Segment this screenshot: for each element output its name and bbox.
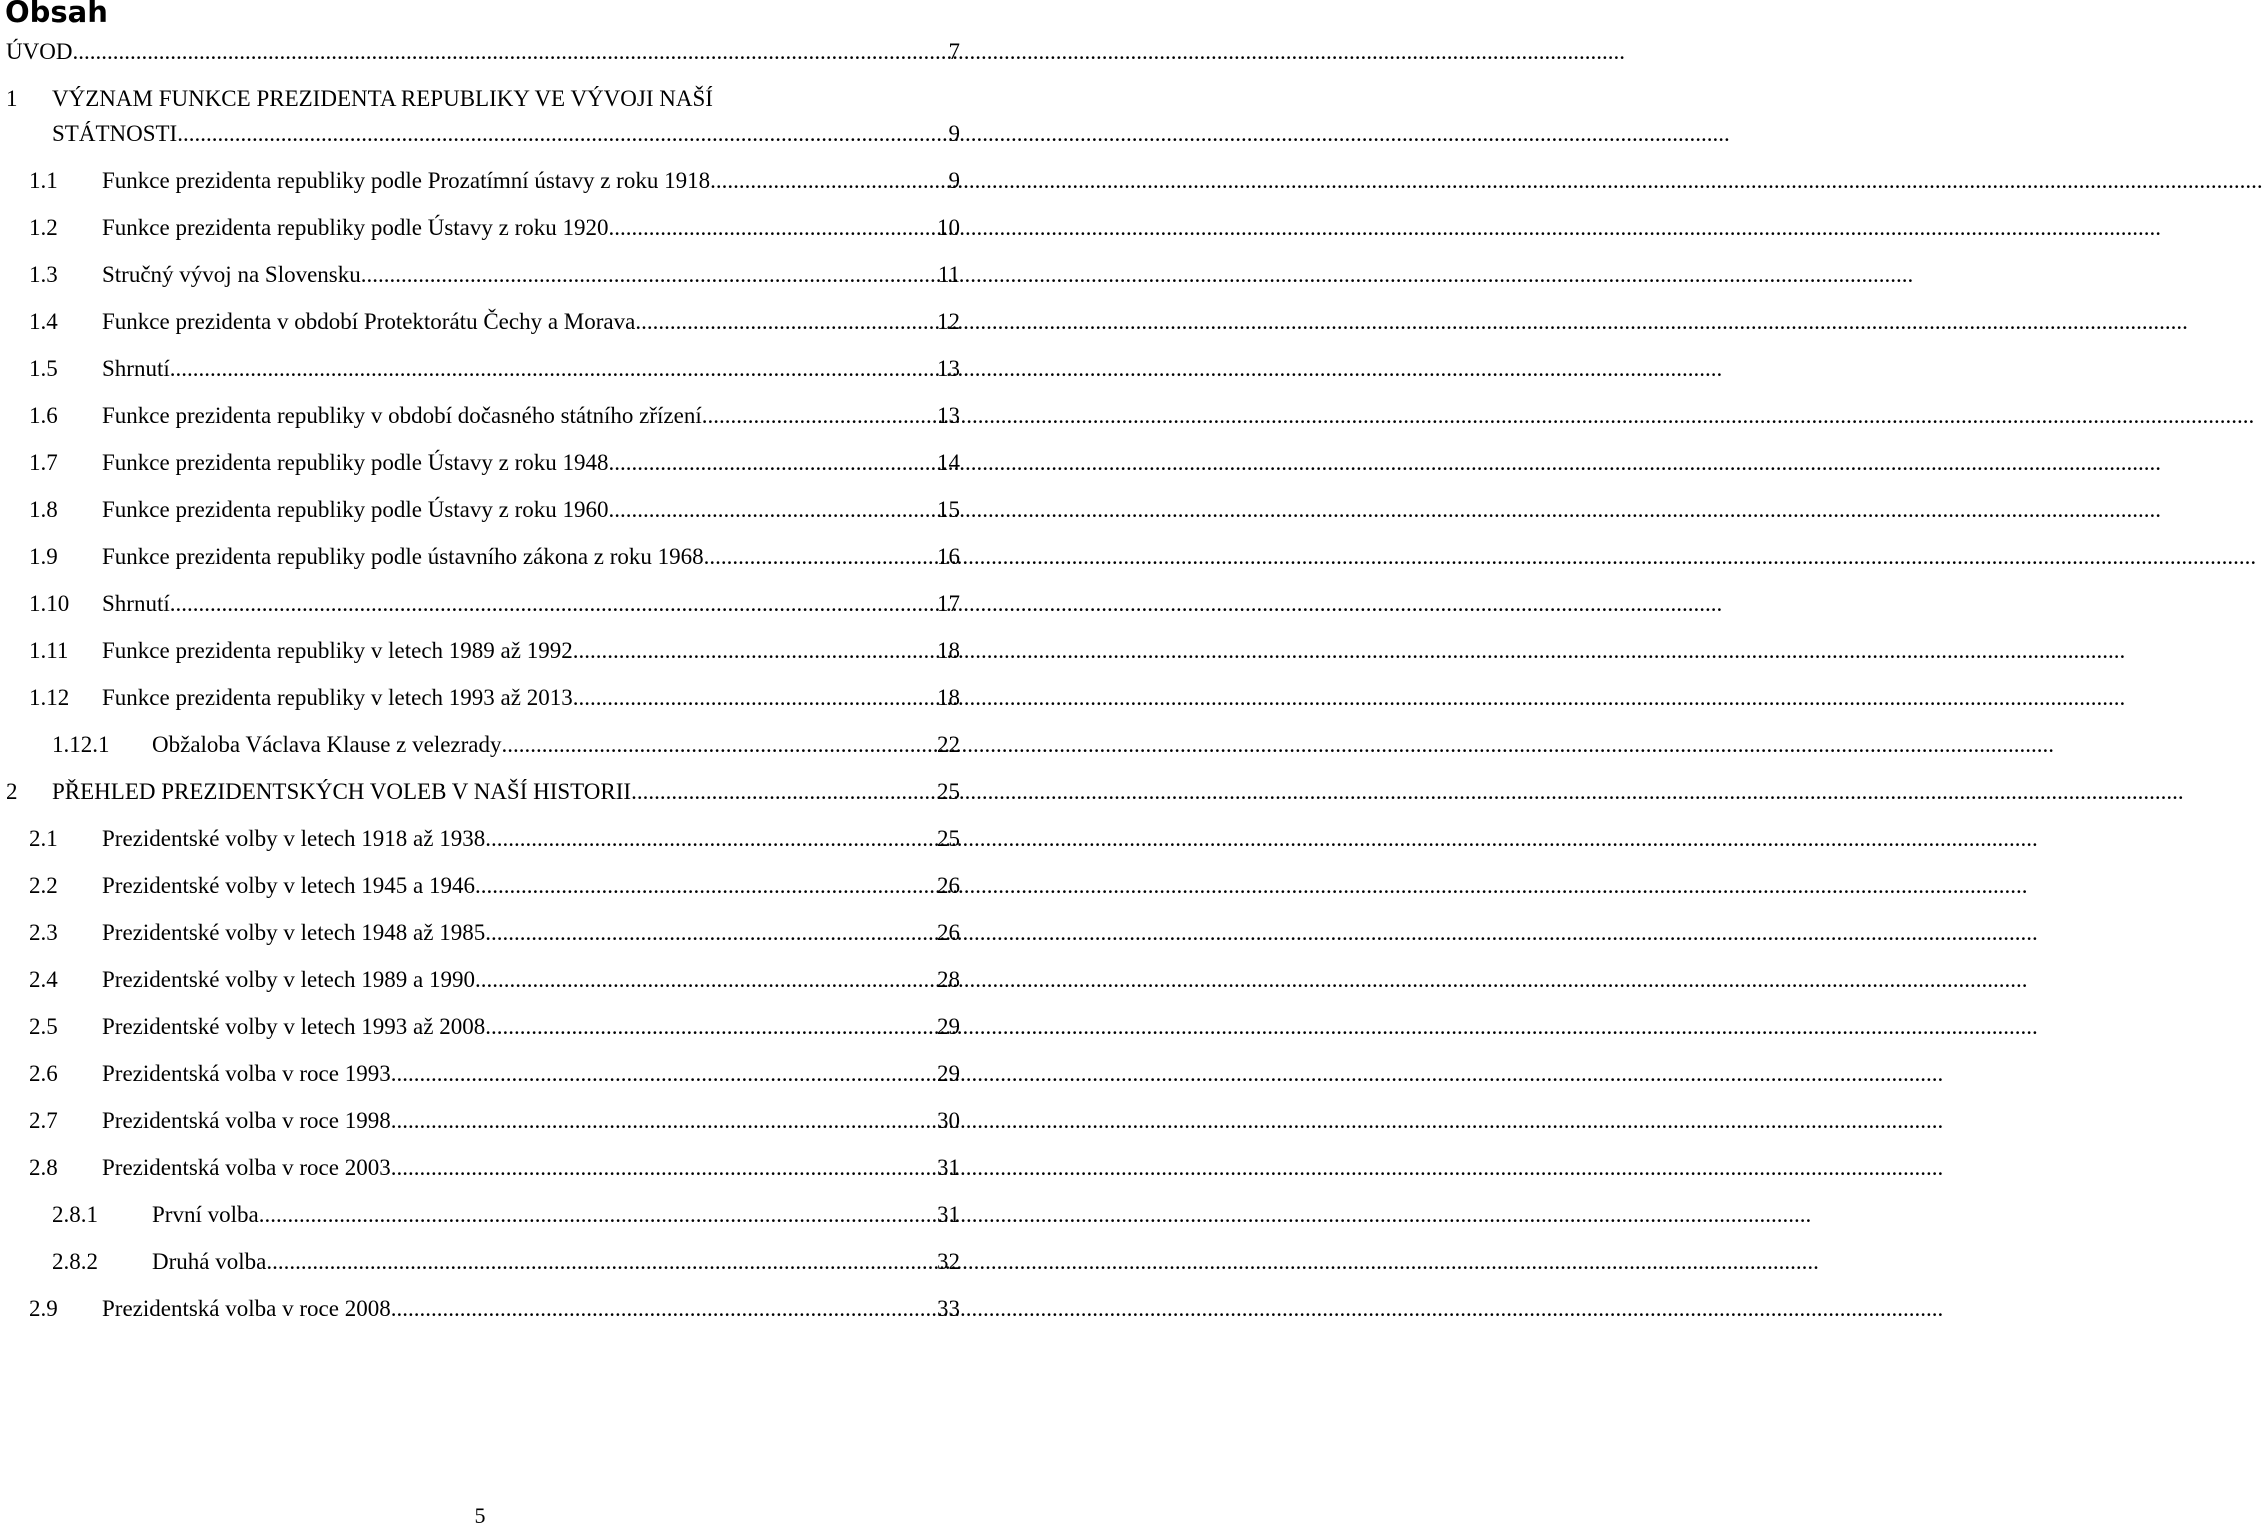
toc-entry-number: 2.8.1 bbox=[52, 1202, 98, 1227]
toc-entry-title: Prezidentské volby v letech 1993 až 2008 bbox=[102, 1014, 486, 1039]
toc-entry-title: Prezidentská volba v roce 1993 bbox=[102, 1061, 391, 1086]
toc-entry-number: 1.5 bbox=[29, 356, 58, 381]
toc-entry-title: Prezidentské volby v letech 1945 a 1946 bbox=[102, 873, 476, 898]
toc-entry-2-5[interactable] bbox=[29, 1012, 960, 1042]
toc-entry-page: 32 bbox=[937, 1249, 960, 1274]
toc-entry-1-2[interactable] bbox=[29, 213, 960, 243]
toc-entry-page: 9 bbox=[948, 168, 960, 193]
dot-leader bbox=[485, 824, 935, 854]
dot-leader bbox=[710, 166, 946, 196]
toc-entry-title: Prezidentská volba v roce 2003 bbox=[102, 1155, 391, 1180]
toc-entry-title: První volba bbox=[152, 1202, 259, 1227]
toc-entry-1-1[interactable] bbox=[29, 166, 960, 196]
toc-entry-page: 25 bbox=[937, 779, 960, 804]
toc-entry-2-9[interactable] bbox=[29, 1294, 960, 1324]
toc-entry-2-7[interactable] bbox=[29, 1106, 960, 1136]
toc-entry-page: 25 bbox=[937, 826, 960, 851]
dot-leader bbox=[635, 307, 935, 337]
toc-entry-title: Funkce prezidenta republiky podle Prozatímní ústavy z roku 1918 bbox=[102, 168, 711, 193]
toc-entry-page: 22 bbox=[937, 732, 960, 757]
dot-leader bbox=[72, 37, 946, 67]
toc-entry-page: 26 bbox=[937, 873, 960, 898]
toc-entry-number: 2 bbox=[6, 779, 18, 804]
toc-entry-1-4[interactable] bbox=[29, 307, 960, 337]
toc-entry-1-3[interactable] bbox=[29, 260, 960, 290]
page-number: 5 bbox=[474, 1503, 486, 1528]
toc-entry-number: 1.8 bbox=[29, 497, 58, 522]
toc-entry-page: 14 bbox=[937, 450, 960, 475]
toc-entry-title: Prezidentské volby v letech 1918 až 1938 bbox=[102, 826, 486, 851]
table-of-contents bbox=[0, 0, 960, 1526]
toc-entry-title: Funkce prezidenta republiky podle Ústavy z roku 1948 bbox=[102, 450, 609, 475]
toc-entry-title: Prezidentské volby v letech 1948 až 1985 bbox=[102, 920, 486, 945]
toc-entry-title: Obžaloba Václava Klause z velezrady bbox=[152, 732, 502, 757]
dot-leader bbox=[573, 683, 935, 713]
toc-entry-1-12-1[interactable] bbox=[52, 730, 960, 760]
toc-entry-title: Stručný vývoj na Slovensku bbox=[102, 262, 361, 287]
toc-entry-page: 13 bbox=[937, 403, 960, 428]
toc-entry-page: 29 bbox=[937, 1061, 960, 1086]
toc-entry-title: Shrnutí bbox=[102, 356, 170, 381]
toc-entry-2-1[interactable] bbox=[29, 824, 960, 854]
toc-entry-1-11[interactable] bbox=[29, 636, 960, 666]
toc-entry-title: Funkce prezidenta republiky v období dočasného státního zřízení bbox=[102, 403, 702, 428]
toc-entry-number: 1.2 bbox=[29, 215, 58, 240]
toc-entry-number: 1.7 bbox=[29, 450, 58, 475]
dot-leader bbox=[391, 1294, 935, 1324]
toc-entry-page: 17 bbox=[937, 591, 960, 616]
toc-entry-2[interactable] bbox=[6, 777, 960, 807]
toc-entry-page: 16 bbox=[937, 544, 960, 569]
toc-entry-number: 1.10 bbox=[29, 591, 70, 616]
dot-leader bbox=[266, 1247, 935, 1277]
toc-entry-2-6[interactable] bbox=[29, 1059, 960, 1089]
toc-entry-number: 2.9 bbox=[29, 1296, 58, 1321]
dot-leader bbox=[177, 119, 946, 149]
toc-entry-page: 33 bbox=[937, 1296, 960, 1321]
toc-entry-title: Funkce prezidenta republiky v letech 1993 až 2013 bbox=[102, 685, 573, 710]
toc-entry-title: Funkce prezidenta republiky podle Ústavy z roku 1920 bbox=[102, 215, 609, 240]
dot-leader bbox=[485, 1012, 935, 1042]
toc-entry-number: 2.8.2 bbox=[52, 1249, 98, 1274]
toc-entry-number: 1.3 bbox=[29, 262, 58, 287]
toc-entry-page: 10 bbox=[937, 215, 960, 240]
dot-leader bbox=[170, 354, 935, 384]
toc-entry-2-8-2[interactable] bbox=[52, 1247, 960, 1277]
toc-entry-1-7[interactable] bbox=[29, 448, 960, 478]
toc-heading: Obsah bbox=[5, 0, 108, 29]
toc-entry-1-5[interactable] bbox=[29, 354, 960, 384]
toc-entry-title: Prezidentská volba v roce 1998 bbox=[102, 1108, 391, 1133]
toc-entry-page: 12 bbox=[937, 309, 960, 334]
toc-entry-number: 1.12 bbox=[29, 685, 70, 710]
toc-entry-number: 1.1 bbox=[29, 168, 58, 193]
dot-leader bbox=[475, 871, 935, 901]
toc-entry-1-10[interactable] bbox=[29, 589, 960, 619]
toc-entry-page: 9 bbox=[948, 121, 960, 146]
toc-entry-title: ÚVOD bbox=[6, 39, 73, 64]
dot-leader bbox=[609, 213, 935, 243]
toc-entry-uvod[interactable] bbox=[6, 37, 960, 67]
dot-leader bbox=[609, 448, 935, 478]
toc-entry-page: 18 bbox=[937, 638, 960, 663]
toc-entry-number: 2.6 bbox=[29, 1061, 58, 1086]
dot-leader bbox=[609, 495, 935, 525]
dot-leader bbox=[391, 1153, 935, 1183]
toc-entry-title: Prezidentské volby v letech 1989 a 1990 bbox=[102, 967, 476, 992]
toc-entry-number: 2.2 bbox=[29, 873, 58, 898]
toc-entry-number: 2.1 bbox=[29, 826, 58, 851]
toc-entry-title: PŘEHLED PREZIDENTSKÝCH VOLEB V NAŠÍ HISTORII bbox=[52, 779, 632, 804]
dot-leader bbox=[502, 730, 935, 760]
dot-leader bbox=[170, 589, 935, 619]
toc-entry-title: Funkce prezidenta republiky v letech 1989 až 1992 bbox=[102, 638, 573, 663]
dot-leader bbox=[485, 918, 935, 948]
toc-entry-number: 2.8 bbox=[29, 1155, 58, 1180]
toc-entry-2-8[interactable] bbox=[29, 1153, 960, 1183]
toc-entry-page: 29 bbox=[937, 1014, 960, 1039]
toc-entry-title-continued: STÁTNOSTI bbox=[52, 121, 178, 146]
dot-leader bbox=[391, 1106, 935, 1136]
toc-entry-1-9[interactable] bbox=[29, 542, 960, 572]
toc-entry-1-12[interactable] bbox=[29, 683, 960, 713]
toc-entry-1-8[interactable] bbox=[29, 495, 960, 525]
toc-entry-number: 2.7 bbox=[29, 1108, 58, 1133]
dot-leader bbox=[631, 777, 935, 807]
toc-entry-number: 1.9 bbox=[29, 544, 58, 569]
toc-entry-title: Druhá volba bbox=[152, 1249, 267, 1274]
toc-entry-number: 2.3 bbox=[29, 920, 58, 945]
toc-entry-number: 1 bbox=[6, 86, 18, 111]
toc-entry-page: 15 bbox=[937, 497, 960, 522]
toc-entry-2-8-1[interactable] bbox=[52, 1200, 960, 1230]
dot-leader bbox=[573, 636, 935, 666]
toc-entry-2-2[interactable] bbox=[29, 871, 960, 901]
dot-leader bbox=[361, 260, 936, 290]
dot-leader bbox=[259, 1200, 935, 1230]
toc-entry-2-4[interactable] bbox=[29, 965, 960, 995]
toc-entry-page: 30 bbox=[937, 1108, 960, 1133]
toc-entry-title: Funkce prezidenta v období Protektorátu Čechy a Morava bbox=[102, 309, 636, 334]
toc-entry-page: 28 bbox=[937, 967, 960, 992]
toc-entry-page: 11 bbox=[937, 262, 960, 287]
toc-entry-title: VÝZNAM FUNKCE PREZIDENTA REPUBLIKY VE VÝVOJI NAŠÍ bbox=[52, 86, 713, 111]
toc-entry-page: 31 bbox=[937, 1155, 960, 1180]
toc-entry-number: 1.11 bbox=[29, 638, 69, 663]
toc-entry-1-line1[interactable] bbox=[6, 84, 713, 114]
toc-entry-title: Shrnutí bbox=[102, 591, 170, 616]
toc-entry-page: 26 bbox=[937, 920, 960, 945]
toc-entry-title: Prezidentská volba v roce 2008 bbox=[102, 1296, 391, 1321]
toc-entry-number: 1.4 bbox=[29, 309, 58, 334]
toc-entry-number: 1.6 bbox=[29, 403, 58, 428]
toc-entry-1-line2[interactable] bbox=[52, 119, 960, 149]
toc-entry-page: 13 bbox=[937, 356, 960, 381]
toc-entry-2-3[interactable] bbox=[29, 918, 960, 948]
toc-entry-title: Funkce prezidenta republiky podle Ústavy z roku 1960 bbox=[102, 497, 609, 522]
dot-leader bbox=[704, 542, 935, 572]
toc-entry-number: 2.4 bbox=[29, 967, 58, 992]
toc-entry-page: 31 bbox=[937, 1202, 960, 1227]
toc-entry-page: 7 bbox=[948, 39, 960, 64]
dot-leader bbox=[391, 1059, 935, 1089]
toc-entry-number: 2.5 bbox=[29, 1014, 58, 1039]
dot-leader bbox=[475, 965, 935, 995]
toc-entry-1-6[interactable] bbox=[29, 401, 960, 431]
toc-entry-number: 1.12.1 bbox=[52, 732, 110, 757]
toc-entry-page: 18 bbox=[937, 685, 960, 710]
toc-entry-title: Funkce prezidenta republiky podle ústavního zákona z roku 1968 bbox=[102, 544, 704, 569]
dot-leader bbox=[702, 401, 935, 431]
